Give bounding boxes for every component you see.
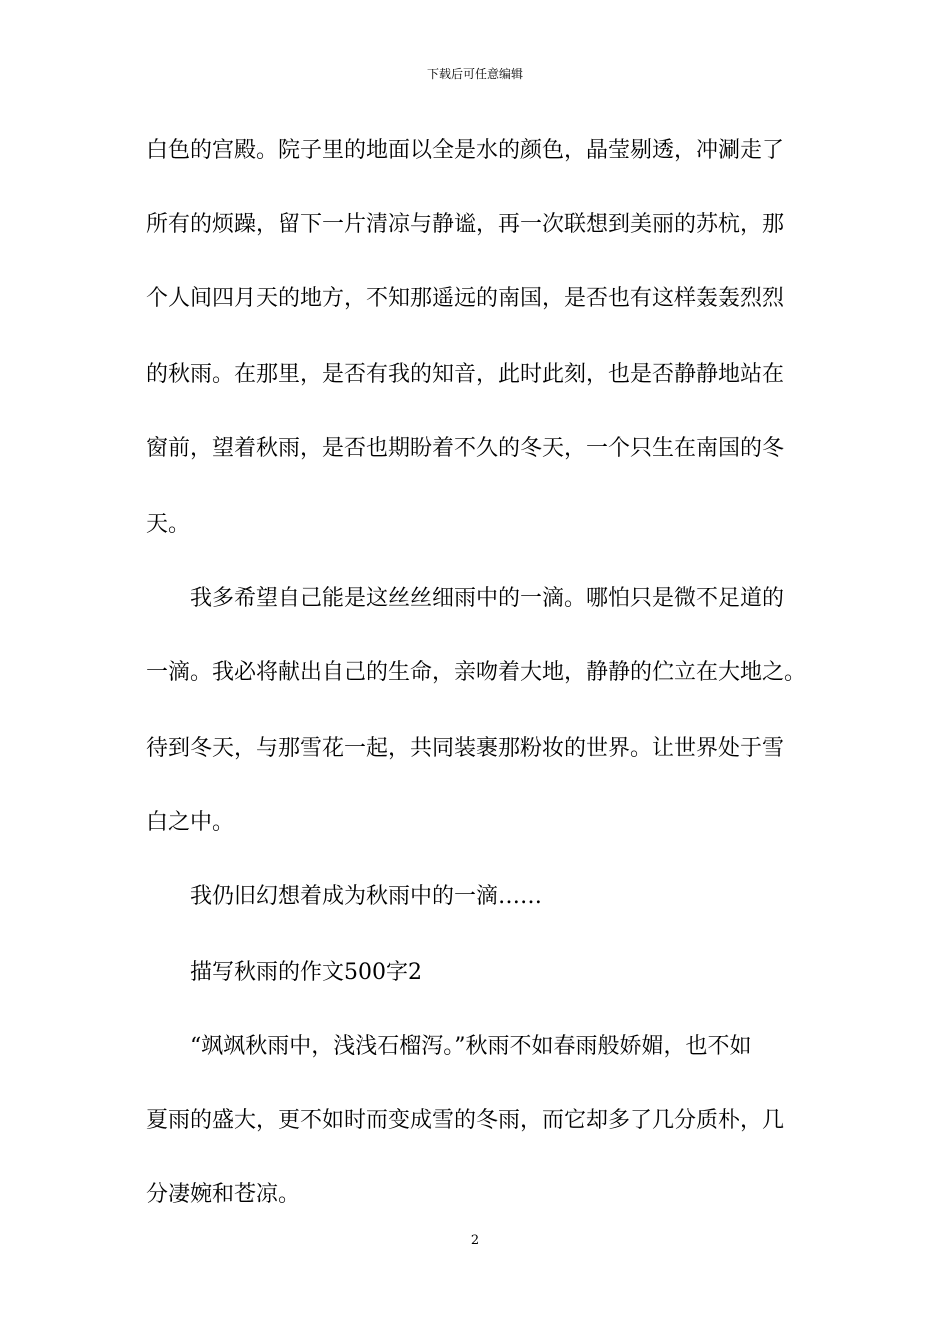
header-note: 下载后可任意编辑 bbox=[426, 67, 523, 81]
text-line: 个人间四月天的地方，不知那遥远的南国，是否也有这样轰轰烈烈 bbox=[146, 286, 785, 311]
text-line: 所有的烦躁，留下一片清凉与静谧，再一次联想到美丽的苏杭，那 bbox=[146, 212, 785, 237]
text-line: 分凄婉和苍凉。 bbox=[146, 1182, 301, 1207]
text-line: 夏雨的盛大，更不如时而变成雪的冬雨，而它却多了几分质朴，几 bbox=[146, 1108, 785, 1133]
text-line: 待到冬天，与那雪花一起，共同装裹那粉妆的世界。让世界处于雪 bbox=[146, 736, 785, 761]
paragraph-first-line: “飒飒秋雨中，浅浅石榴泻。”秋雨不如春雨般娇媚，也不如 bbox=[190, 1034, 752, 1059]
page-number: 2 bbox=[470, 1233, 480, 1248]
paragraph-first-line: 我仍旧幻想着成为秋雨中的一滴…… bbox=[190, 884, 543, 909]
text-line: 的秋雨。在那里，是否有我的知音，此时此刻，也是否静静地站在 bbox=[146, 362, 785, 387]
text-line: 窗前，望着秋雨，是否也期盼着不久的冬天，一个只生在南国的冬 bbox=[146, 436, 785, 461]
text-line: 一滴。我必将献出自己的生命，亲吻着大地，静静的伫立在大地之。 bbox=[146, 660, 807, 685]
text-line: 白色的宫殿。院子里的地面以全是水的颜色，晶莹剔透，冲涮走了 bbox=[146, 138, 785, 163]
text-line: 天。 bbox=[146, 512, 191, 537]
paragraph-first-line: 我多希望自己能是这丝丝细雨中的一滴。哪怕只是微不足道的 bbox=[190, 586, 785, 611]
section-heading: 描写秋雨的作文500字2 bbox=[190, 960, 422, 985]
text-line: 白之中。 bbox=[146, 810, 235, 835]
